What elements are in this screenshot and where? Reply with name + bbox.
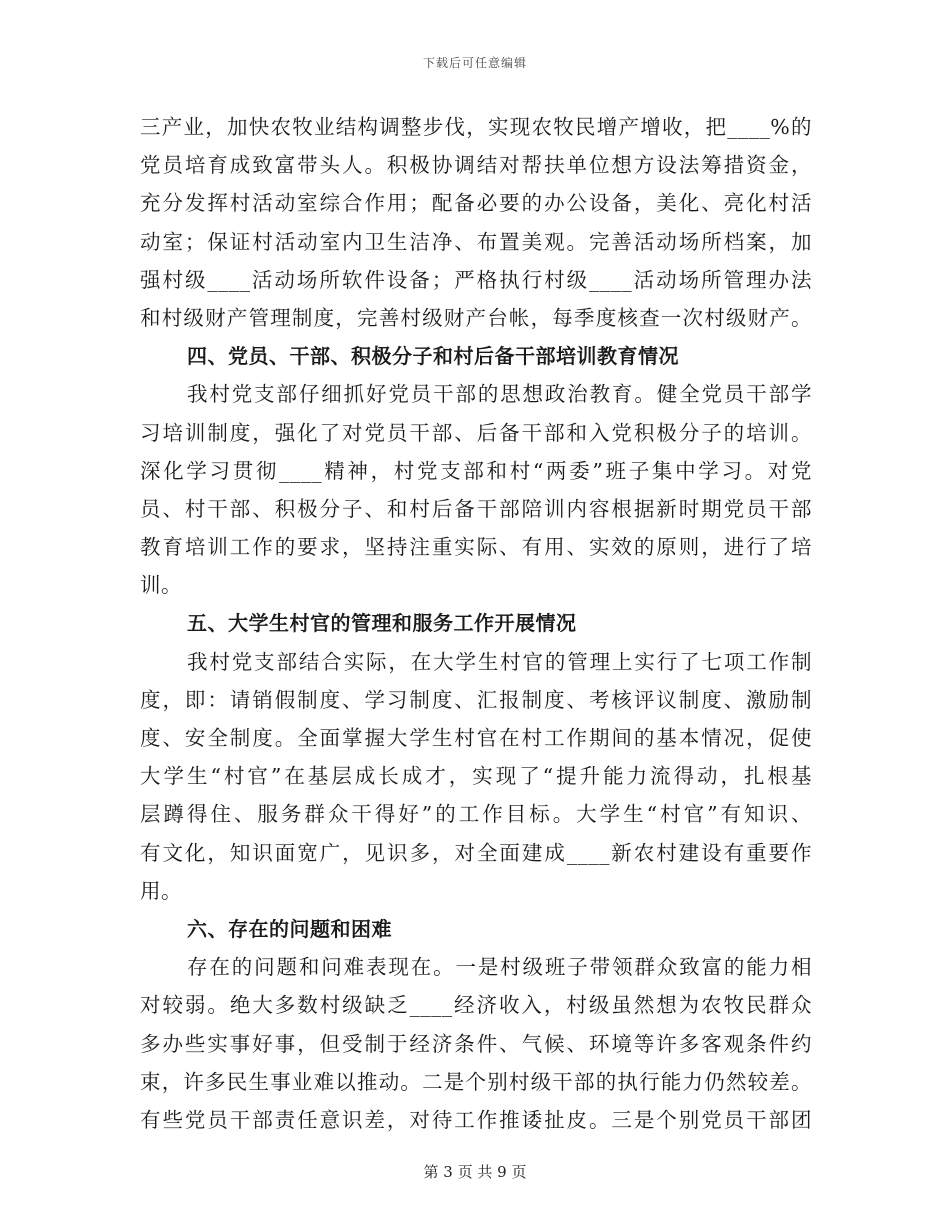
body-line: 有些党员干部责任意识差，对待工作推诿扯皮。三是个别党员干部团 (140, 1107, 812, 1132)
body-line: 用。 (140, 878, 182, 903)
paragraph-first-line: 存在的问题和问难表现在。一是村级班子带领群众致富的能力相 (187, 955, 812, 980)
section-heading: 六、存在的问题和困难 (187, 916, 392, 941)
body-line: 训。 (140, 573, 182, 598)
body-line: 员、村干部、积极分子、和村后备干部陪训内容根据新时期党员干部 (140, 496, 812, 521)
body-line: 层蹲得住、服务群众干得好”的工作目标。大学生“村官”有知识、 (140, 802, 812, 827)
paragraph-first-line: 我村党支部结合实际，在大学生村官的管理上实行了七项工作制 (187, 649, 812, 674)
body-line: 深化学习贯彻____精神，村党支部和村“两委”班子集中学习。对党 (140, 458, 812, 483)
body-line: 党员培育成致富带头人。积极协调结对帮扶单位想方设法筹措资金， (140, 153, 812, 178)
body-line: 动室；保证村活动室内卫生洁净、布置美观。完善活动场所档案，加 (140, 229, 812, 254)
body-line: 度、安全制度。全面掌握大学生村官在村工作期间的基本情况，促使 (140, 726, 812, 750)
section-heading: 五、大学生村官的管理和服务工作开展情况 (187, 611, 577, 636)
section-heading: 四、党员、干部、积极分子和村后备干部培训教育情况 (187, 344, 679, 369)
page-footer: 第 3 页 共 9 页 (423, 1163, 527, 1181)
body-line: 对较弱。绝大多数村级缺乏____经济收入，村级虽然想为农牧民群众 (140, 993, 812, 1018)
body-line: 三产业，加快农牧业结构调整步伐，实现农牧民增产增收，把____%的 (140, 115, 812, 139)
paragraph-first-line: 我村党支部仔细抓好党员干部的思想政治教育。健全党员干部学 (187, 382, 812, 407)
body-line: 和村级财产管理制度，完善村级财产台帐，每季度核查一次村级财产。 (140, 305, 812, 330)
body-line: 充分发挥村活动室综合作用；配备必要的办公设备，美化、亮化村活 (140, 191, 812, 216)
body-line: 大学生“村官”在基层成长成才，实现了“提升能力流得动，扎根基 (140, 764, 812, 789)
body-line: 强村级____活动场所软件设备；严格执行村级____活动场所管理办法 (140, 267, 812, 292)
body-line: 有文化，知识面宽广，见识多，对全面建成____新农村建设有重要作 (140, 840, 812, 865)
body-line: 多办些实事好事，但受制于经济条件、气候、环境等许多客观条件约 (140, 1031, 812, 1056)
document-body (140, 108, 812, 1139)
page-header: 下载后可任意编辑 (422, 56, 527, 70)
body-line: 束，许多民生事业难以推动。二是个别村级干部的执行能力仍然较差。 (140, 1069, 812, 1094)
body-line: 教育培训工作的要求，坚持注重实际、有用、实效的原则，进行了培 (140, 535, 812, 560)
body-line: 习培训制度，强化了对党员干部、后备干部和入党积极分子的培训。 (140, 420, 812, 445)
body-line: 度，即：请销假制度、学习制度、汇报制度、考核评议制度、激励制 (140, 687, 812, 712)
